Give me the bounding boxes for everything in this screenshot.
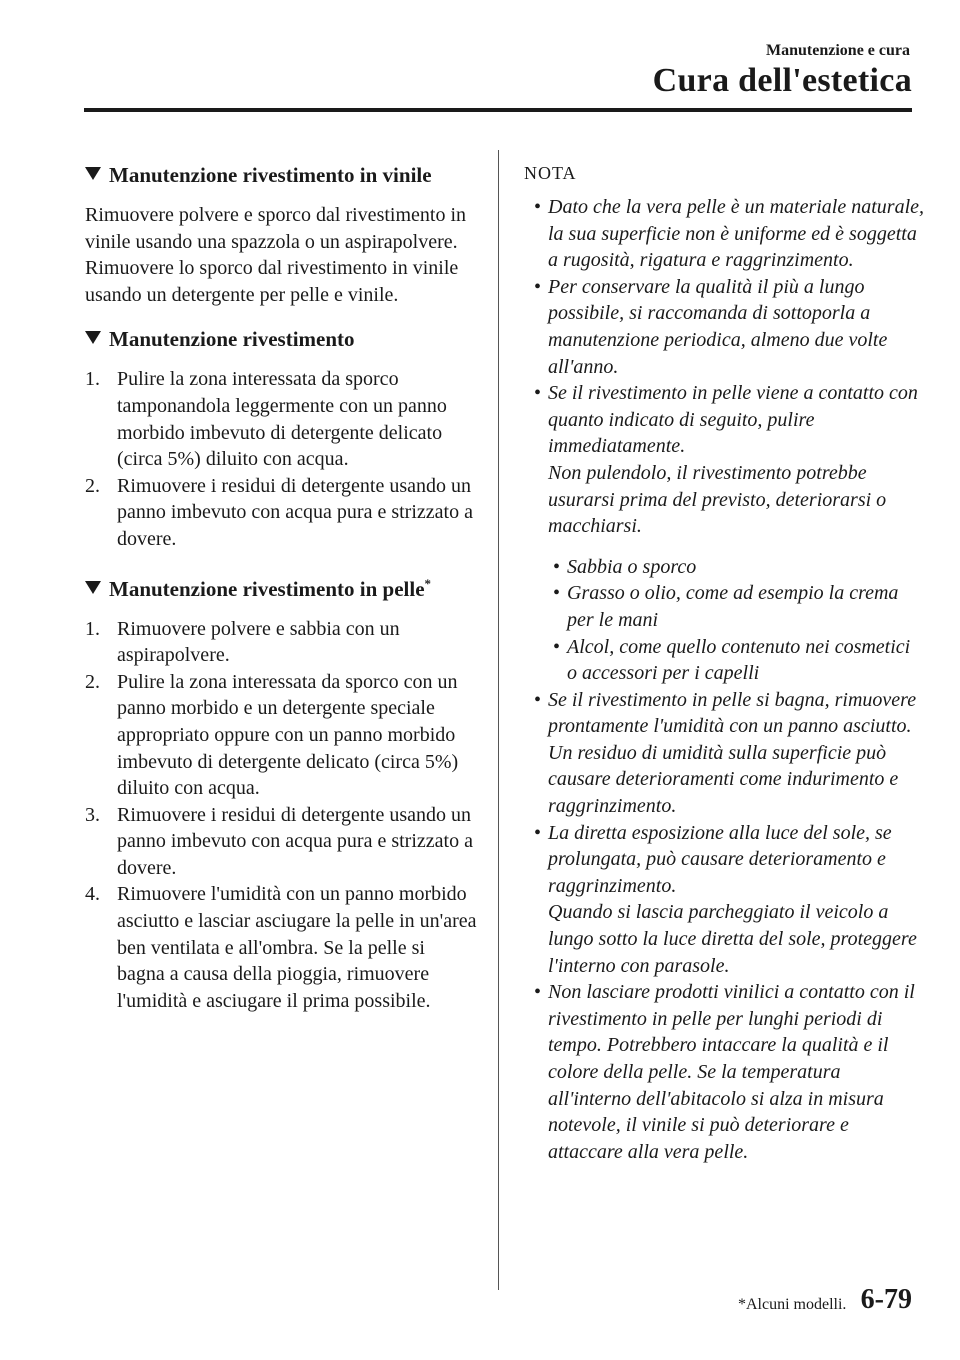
triangle-down-icon <box>85 331 101 344</box>
list-item: 2. Pulire la zona interessata da sporco con un panno morbido e un detergente speciale appropriato oppure con un panno morbido imbevuto di detergente delicato (circa 5%) diluito con acqua. <box>85 670 459 800</box>
leather-steps <box>85 616 477 1015</box>
note-item: • Se il rivestimento in pelle si bagna, rimuovere prontamente l'umidità con un panno asciutto. Un residuo di umidità sulla superficie può causare deterioramenti come indurimento e raggrinzimento. <box>534 688 917 818</box>
note-item: • Per conservare la qualità il più a lungo possibile, si raccomanda di sottoporla a manutenzione periodica, almeno due volte all'anno. <box>534 275 888 378</box>
notes-list <box>524 194 924 1165</box>
nota-title: NOTA <box>524 163 577 183</box>
bullet-icon: • <box>553 635 561 658</box>
list-item: 2. Rimuovere i residui di detergente usando un panno imbevuto con acqua pura e strizzato a dovere. <box>85 474 473 550</box>
page-number: 6-79 <box>860 1284 912 1315</box>
footnote: *Alcuni modelli. <box>738 1296 847 1313</box>
bullet-icon: • <box>534 981 542 1004</box>
note-subitem: • Grasso o olio, come ad esempio la crema per le mani <box>553 582 899 631</box>
note-item: • Dato che la vera pelle è un materiale naturale, la sua superficie non è uniforme ed è soggetta a rugosità, rigatura e raggrinzimento. <box>534 196 925 272</box>
heading-vinyl: Manutenzione rivestimento in vinile <box>85 160 477 190</box>
bullet-icon: • <box>534 275 542 298</box>
bullet-icon: • <box>553 582 561 605</box>
triangle-down-icon <box>85 581 101 594</box>
heading-upholstery: Manutenzione rivestimento <box>85 324 477 354</box>
list-item: 1. Pulire la zona interessata da sporco tamponandola leggermente con un panno morbido imbevuto di detergente delicato (circa 5%) diluito con acqua. <box>85 368 447 471</box>
list-item: 1. Rimuovere polvere e sabbia con un aspirapolvere. <box>85 617 400 667</box>
bullet-icon: • <box>534 196 542 218</box>
column-divider <box>498 150 499 1290</box>
bullet-icon: • <box>534 688 542 711</box>
list-item: 4. Rimuovere l'umidità con un panno morbido asciutto e lasciar asciugare la pelle in un'area ben ventilata e all'ombra. Se la pelle si bagna a causa della pioggia, rimuovere l'umidità e asciugare il prima possibile. <box>85 883 477 1012</box>
note-subitem: • Sabbia o sporco <box>524 554 924 581</box>
page-title: Cura dell'estetica <box>652 62 912 99</box>
heading-leather: Manutenzione rivestimento in pelle* <box>85 569 477 604</box>
note-item: • Non lasciare prodotti vinilici a contatto con il rivestimento in pelle per lunghi periodi di tempo. Potrebbero intaccare la qualità e il colore della pelle. Se la temperatura all'interno dell'abitacolo si alza in misura notevole, il vinile si può deteriorare e attaccare alla vera pelle. <box>534 981 915 1163</box>
bullet-icon: • <box>534 821 542 844</box>
triangle-down-icon <box>85 167 101 180</box>
list-item: 3. Rimuovere i residui di detergente usando un panno imbevuto con acqua pura e strizzato a dovere. <box>85 803 473 879</box>
left-column <box>85 160 477 1030</box>
upholstery-steps <box>85 366 477 552</box>
bullet-icon: • <box>553 555 561 578</box>
header-section: Manutenzione e cura <box>766 42 910 59</box>
note-item: • La diretta esposizione alla luce del sole, se prolungata, può causare deterioramento e raggrinzimento. Quando si lascia parcheggiato il veicolo a lungo sotto la luce diretta del sole, proteggere l'interno con parasole. <box>534 821 917 977</box>
header-rule <box>84 108 912 112</box>
bullet-icon: • <box>534 382 542 405</box>
right-column <box>524 160 924 1165</box>
note-subitem: • Alcol, come quello contenuto nei cosmetici o accessori per i capelli <box>553 635 911 685</box>
vinyl-paragraph: Rimuovere polvere e sporco dal rivestimento in vinile usando una spazzola o un aspirapolvere. Rimuovere lo sporco dal rivestimento in vinile usando un detergente per pelle e vinile. <box>85 204 467 306</box>
note-item: • Se il rivestimento in pelle viene a contatto con quanto indicato di seguito, pulire immediatamente. Non pulendolo, il rivestimento potrebbe usurarsi prima del previsto, deteriorarsi o macchiarsi. <box>534 382 918 538</box>
asterisk-mark: * <box>424 575 432 591</box>
